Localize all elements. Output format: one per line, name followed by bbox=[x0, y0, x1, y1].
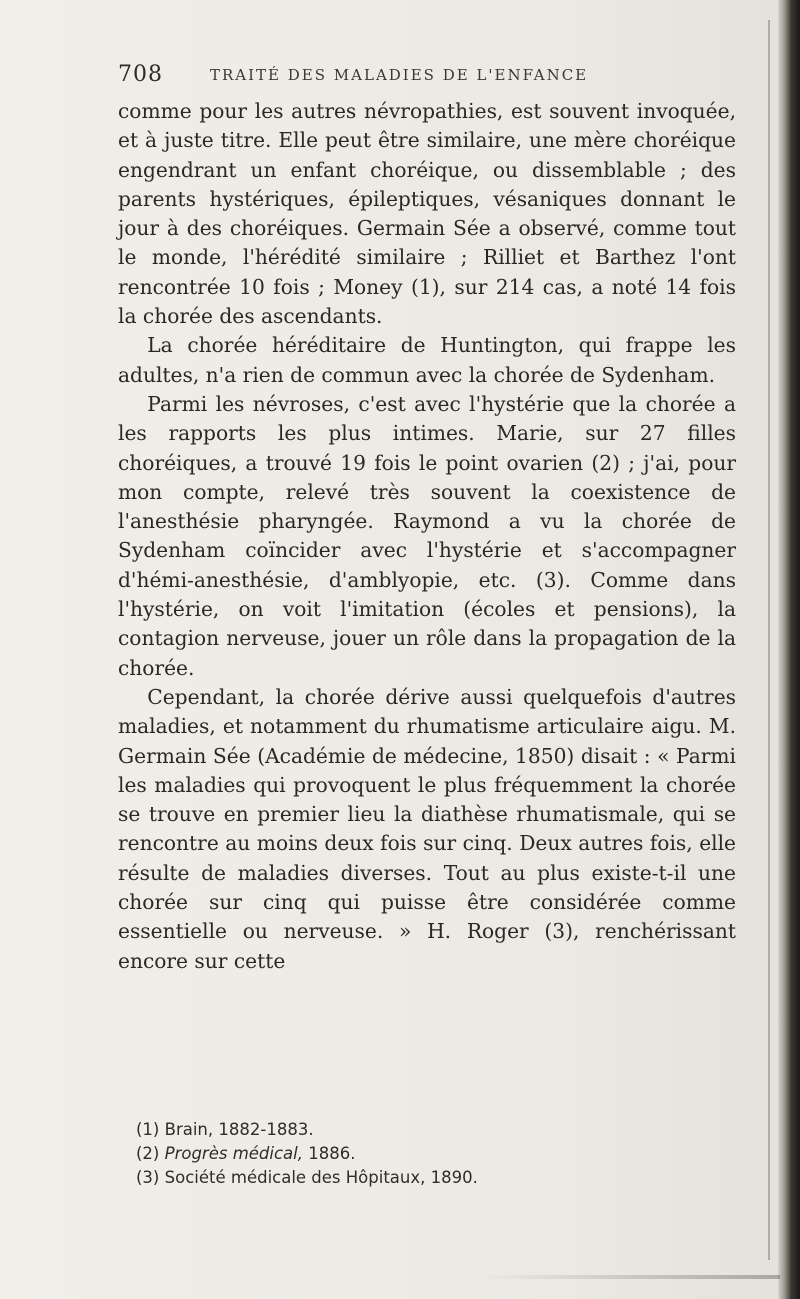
running-title: TRAITÉ DES MALADIES DE L'ENFANCE bbox=[210, 66, 589, 84]
footnote-3 bbox=[136, 1166, 736, 1190]
footnote-source-year: 1882-1883. bbox=[213, 1120, 314, 1139]
page-number: 708 bbox=[118, 62, 163, 87]
footnote-marker: (3) bbox=[136, 1168, 160, 1187]
paragraph-1: comme pour les autres névropathies, est souvent invoquée, et à juste titre. Elle peut être similaire, une mère choréique engendrant un enfant choréique, ou dissemblable ; des parents hystériques, épileptiques, vésaniques donnant le jour à des choréiques. Germain Sée a observé, comme tout le monde, l'hérédité similaire ; Rilliet et Barthez l'ont rencontrée 10 fois ; Money (1), sur 214 cas, a noté 14 fois la chorée des ascendants. bbox=[118, 99, 736, 329]
page-header bbox=[118, 62, 678, 92]
footnote-source-year: 1886. bbox=[303, 1144, 356, 1163]
page-bottom-shadow bbox=[480, 1275, 780, 1279]
footnote-2 bbox=[136, 1142, 736, 1166]
footnote-marker: (2) bbox=[136, 1144, 160, 1163]
footnote-marker: (1) bbox=[136, 1120, 160, 1139]
paragraph-2: La chorée héréditaire de Huntington, qui frappe les adultes, n'a rien de commun avec la chorée de Sydenham. bbox=[118, 333, 736, 387]
footnote-source-title: Brain, bbox=[164, 1120, 214, 1139]
paragraph-3: Parmi les névroses, c'est avec l'hystérie que la chorée a les rapports les plus intimes. Marie, sur 27 filles choréiques, a trouvé 19 fois le point ovarien (2) ; j'ai, pour mon compte, relevé très souvent la coexistence de l'anesthésie pharyngée. Raymond a vu la chorée de Sydenham coïncider avec l'hystérie et s'accompagner d'hémi-anesthésie, d'amblyopie, etc. (3). Comme dans l'hystérie, on voit l'imitation (écoles et pensions), la contagion nerveuse, jouer un rôle dans la propagation de la chorée. bbox=[118, 391, 736, 680]
page-gutter-line bbox=[768, 20, 770, 1260]
footnote-1 bbox=[136, 1118, 736, 1142]
footnotes bbox=[136, 1118, 736, 1190]
body-text bbox=[118, 97, 736, 976]
footnote-source-text: Société médicale des Hôpitaux, 1890. bbox=[164, 1168, 478, 1187]
paragraph-4: Cependant, la chorée dérive aussi quelquefois d'autres maladies, et notamment du rhumatisme articulaire aigu. M. Germain Sée (Académie de médecine, 1850) disait : « Parmi les maladies qui provoquent le plus fréquemment la chorée se trouve en premier lieu la diathèse rhumatismale, qui se rencontre au moins deux fois sur cinq. Deux autres fois, elle résulte de maladies diverses. Tout au plus existe-t-il une chorée sur cinq qui puisse être considérée comme essentielle ou nerveuse. » H. Roger (3), renchérissant encore sur cette bbox=[118, 684, 736, 973]
footnote-source-title: Progrès médical, bbox=[164, 1144, 303, 1163]
page-edge-shadow bbox=[778, 0, 800, 1299]
